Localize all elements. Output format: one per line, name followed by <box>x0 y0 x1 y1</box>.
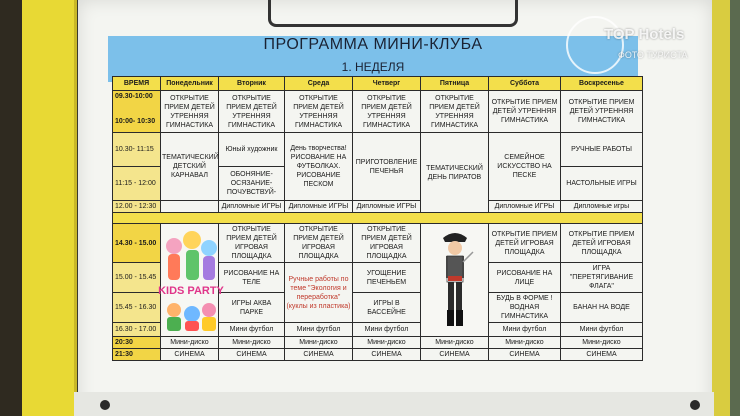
yellow-frame-left <box>22 0 77 416</box>
activity-cell: УГОЩЕНИЕ ПЕЧЕНЬЕМ <box>353 263 421 293</box>
activity-cell: СИНЕМА <box>285 349 353 361</box>
pirate-art <box>421 224 489 337</box>
time-label: 09.30-10:00 <box>115 93 153 100</box>
activity-cell: ИГРА "ПЕРЕТЯГИВАНИЕ ФЛАГА" <box>561 263 643 293</box>
kids-text: KIDS PARTY <box>158 285 224 297</box>
table-row <box>113 133 643 167</box>
time-cell: 16.30 - 17.00 <box>113 323 161 337</box>
activity-cell: СИНЕМА <box>489 349 561 361</box>
activity-cell: Мини футбол <box>561 323 643 337</box>
clip-icon <box>100 400 110 410</box>
activity-cell <box>161 201 219 213</box>
activity-cell: ОТКРЫТИЕ ПРИЕМ ДЕТЕЙ ИГРОВАЯ ПЛОЩАДКА <box>219 224 285 263</box>
activity-cell: ТЕМАТИЧЕСКИЙ ДЕНЬ ПИРАТОВ <box>421 133 489 213</box>
activity-cell: Мини-диско <box>561 337 643 349</box>
poster-title: ПРОГРАММА МИНИ-КЛУБА <box>263 36 483 53</box>
time-label: 10:00- 10:30 <box>115 118 156 125</box>
time-cell: 20:30 <box>113 337 161 349</box>
break-cell <box>113 213 643 224</box>
clip-icon <box>690 400 700 410</box>
activity-cell: СЕМЕЙНОЕ ИСКУССТВО НА ПЕСКЕ <box>489 133 561 201</box>
activity-cell: Мини футбол <box>219 323 285 337</box>
activity-cell: ИГРЫ В БАССЕЙНЕ <box>353 293 421 323</box>
activity-cell: Дипломные ИГРЫ <box>353 201 421 213</box>
activity-cell: НАСТОЛЬНЫЕ ИГРЫ <box>561 167 643 201</box>
activity-cell: ТЕМАТИЧЕСКИЙ ДЕТСКИЙ КАРНАВАЛ <box>161 133 219 201</box>
watermark-subtitle: ФОТО ТУРИСТА <box>618 50 688 60</box>
poster-week: 1. НЕДЕЛЯ <box>341 60 405 74</box>
activity-cell: ПРИГОТОВЛЕНИЕ ПЕЧЕНЬЯ <box>353 133 421 201</box>
activity-cell: Дипломные ИГРЫ <box>285 201 353 213</box>
schedule-table <box>112 76 643 361</box>
header-cell: Пятница <box>421 77 489 91</box>
activity-cell: ОТКРЫТИЕ ПРИЕМ ДЕТЕЙ УТРЕННЯЯ ГИМНАСТИКА <box>161 91 219 133</box>
activity-cell: Ручные работы по теме "Экология и переработка" (куклы из пластика) <box>285 263 353 323</box>
table-row <box>113 349 643 361</box>
activity-cell: ОТКРЫТИЕ ПРИЕМ ДЕТЕЙ ИГРОВАЯ ПЛОЩАДКА <box>285 224 353 263</box>
yellow-frame-right <box>712 0 730 416</box>
time-cell: 14.30 - 15.00 <box>113 224 161 263</box>
activity-cell: СИНЕМА <box>353 349 421 361</box>
activity-cell: Мини-диско <box>489 337 561 349</box>
activity-cell: Мини-диско <box>161 337 219 349</box>
activity-cell: ОТКРЫТИЕ ПРИЕМ ДЕТЕЙ ИГРОВАЯ ПЛОЩАДКА <box>561 224 643 263</box>
table-row <box>113 91 643 133</box>
tophotels-watermark <box>566 16 696 74</box>
pirate-boy-illustration <box>435 228 475 332</box>
activity-cell: Дипломные игры <box>561 201 643 213</box>
activity-cell: Мини-диско <box>353 337 421 349</box>
header-cell: Понедельник <box>161 77 219 91</box>
table-row <box>113 224 643 263</box>
activity-cell: Юный художник <box>219 133 285 167</box>
activity-cell: БАНАН НА ВОДЕ <box>561 293 643 323</box>
activity-cell: ОТКРЫТИЕ ПРИЕМ ДЕТЕЙ ИГРОВАЯ ПЛОЩАДКА <box>353 224 421 263</box>
activity-cell: Дипломные ИГРЫ <box>219 201 285 213</box>
activity-cell: ОТКРЫТИЕ ПРИЕМ ДЕТЕЙ УТРЕННЯЯ ГИМНАСТИКА <box>489 91 561 133</box>
activity-cell: Мини-диско <box>219 337 285 349</box>
activity-cell: Дипломные ИГРЫ <box>489 201 561 213</box>
time-cell: 21:30 <box>113 349 161 361</box>
time-cell <box>113 91 161 133</box>
header-cell: Суббота <box>489 77 561 91</box>
watermark-logo-icon <box>566 16 624 74</box>
activity-cell: ОТКРЫТИЕ ПРИЕМ ДЕТЕЙ УТРЕННЯЯ ГИМНАСТИКА <box>285 91 353 133</box>
table-row <box>113 201 643 213</box>
activity-cell: Мини-диско <box>285 337 353 349</box>
activity-cell: БУДЬ В ФОРМЕ ! ВОДНАЯ ГИМНАСТИКА <box>489 293 561 323</box>
activity-cell: СИНЕМА <box>561 349 643 361</box>
activity-cell: ИГРЫ АКВА ПАРКЕ <box>219 293 285 323</box>
watermark-brand: TOP Hotels <box>604 26 685 43</box>
table-row <box>113 337 643 349</box>
header-cell: Вторник <box>219 77 285 91</box>
kids-party-illustration <box>158 228 224 332</box>
activity-cell: РУЧНЫЕ РАБОТЫ <box>561 133 643 167</box>
header-cell: Воскресенье <box>561 77 643 91</box>
header-cell: Четверг <box>353 77 421 91</box>
activity-cell: Мини футбол <box>285 323 353 337</box>
activity-cell: Мини-диско <box>421 337 489 349</box>
activity-cell: ОТКРЫТИЕ ПРИЕМ ДЕТЕЙ УТРЕННЯЯ ГИМНАСТИКА <box>421 91 489 133</box>
activity-cell: СИНЕМА <box>219 349 285 361</box>
header-cell: Среда <box>285 77 353 91</box>
activity-cell: ОТКРЫТИЕ ПРИЕМ ДЕТЕЙ УТРЕННЯЯ ГИМНАСТИКА <box>353 91 421 133</box>
activity-cell: ОТКРЫТИЕ ПРИЕМ ДЕТЕЙ ИГРОВАЯ ПЛОЩАДКА <box>489 224 561 263</box>
activity-cell: РИСОВАНИЕ НА ЛИЦЕ <box>489 263 561 293</box>
break-row <box>113 213 643 224</box>
activity-cell: СИНЕМА <box>161 349 219 361</box>
activity-cell: ОТКРЫТИЕ ПРИЕМ ДЕТЕЙ УТРЕННЯЯ ГИМНАСТИКА <box>219 91 285 133</box>
time-cell: 15.45 - 16.30 <box>113 293 161 323</box>
time-cell: 11:15 - 12:00 <box>113 167 161 201</box>
poster-bottom-strip <box>74 392 714 416</box>
kids-party-art <box>158 224 224 337</box>
activity-cell: ОТКРЫТИЕ ПРИЕМ ДЕТЕЙ УТРЕННЯЯ ГИМНАСТИКА <box>561 91 643 133</box>
hanger-frame <box>268 0 518 27</box>
header-row <box>113 77 643 91</box>
activity-cell: Мини футбол <box>489 323 561 337</box>
time-cell: 10.30- 11:15 <box>113 133 161 167</box>
header-cell: ВРЕМЯ <box>113 77 161 91</box>
time-cell: 15.00 - 15.45 <box>113 263 161 293</box>
activity-cell: РИСОВАНИЕ НА ТЕЛЕ <box>219 263 285 293</box>
activity-cell: ОБОНЯНИЕ- ОСЯЗАНИЕ- ПОЧУВСТВУЙ- <box>219 167 285 201</box>
activity-cell: Мини футбол <box>353 323 421 337</box>
activity-cell: День творчества! РИСОВАНИЕ НА ФУТБОЛКАХ. РИСОВАНИЕ ПЕСКОМ <box>285 133 353 201</box>
time-cell: 12.00 - 12:30 <box>113 201 161 213</box>
activity-cell: СИНЕМА <box>421 349 489 361</box>
